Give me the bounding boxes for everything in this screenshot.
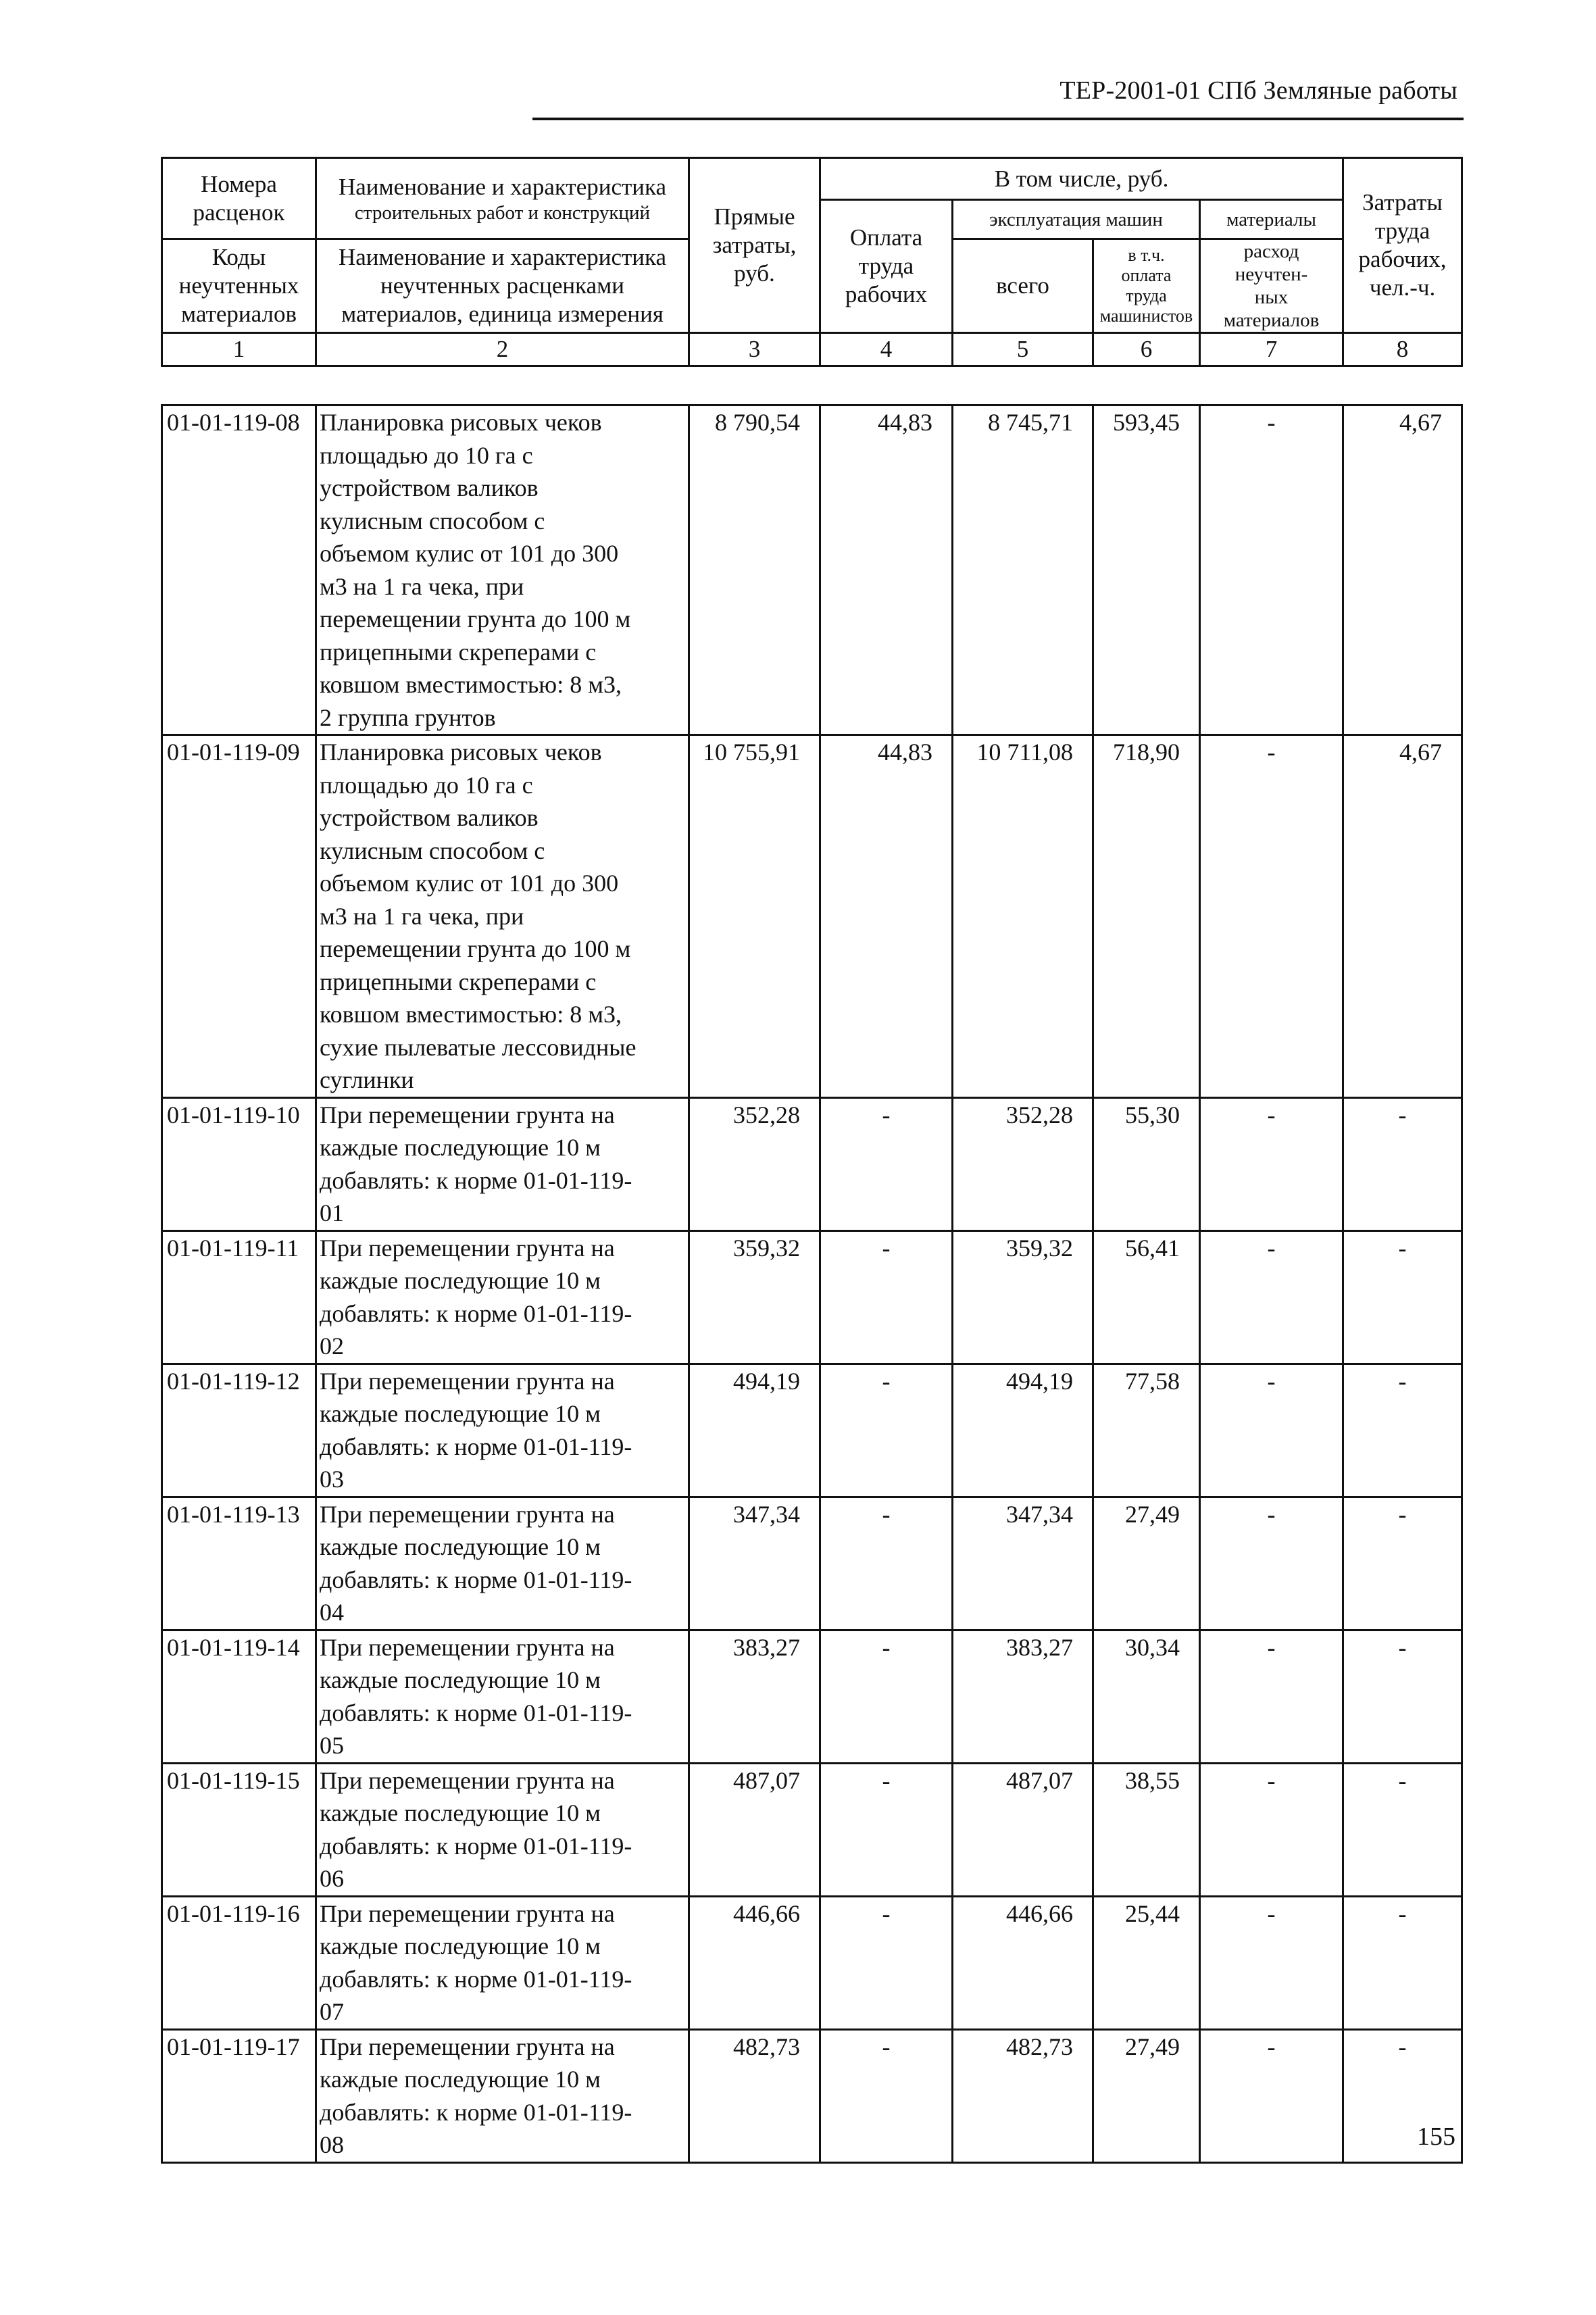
direct-cost: 8 790,54 [689, 405, 820, 735]
labor-hours: - [1343, 1763, 1462, 1896]
labor-cost: - [820, 1097, 953, 1230]
col-2-header-top: Наименование и характеристика строительных работ и конструкций [316, 158, 689, 239]
labor-hours: - [1343, 2029, 1462, 2162]
material-consumption: - [1200, 1230, 1343, 1364]
operator-wage: 77,58 [1093, 1364, 1200, 1497]
direct-cost: 352,28 [689, 1097, 820, 1230]
rate-code: 01-01-119-12 [162, 1364, 316, 1497]
labor-hours: 4,67 [1343, 735, 1462, 1098]
direct-cost: 487,07 [689, 1763, 820, 1896]
col-number: 2 [316, 333, 689, 366]
operator-wage: 56,41 [1093, 1230, 1200, 1364]
machines-header: эксплуатация машин [953, 200, 1200, 239]
rate-code: 01-01-119-09 [162, 735, 316, 1098]
table-row [162, 2029, 1462, 2162]
table-row [162, 405, 1462, 735]
labor-cost: - [820, 1630, 953, 1763]
work-description: При перемещении грунта на каждые последующие 10 м добавлять: к норме 01-01-119- 03 [316, 1364, 689, 1497]
material-consumption: - [1200, 735, 1343, 1098]
col-number: 5 [953, 333, 1093, 366]
col-number: 3 [689, 333, 820, 366]
work-description: Планировка рисовых чеков площадью до 10 га с устройством валиков кулисным способом с объемом кулис от 101 до 300 м3 на 1 га чека, при перемещении грунта до 100 м прицепными скреперами с ковшом вместимостью: 8 м3, сухие пылеватые лессовидные суглинки [316, 735, 689, 1098]
operator-wage: 38,55 [1093, 1763, 1200, 1896]
work-description: При перемещении грунта на каждые последующие 10 м добавлять: к норме 01-01-119- 01 [316, 1097, 689, 1230]
table-row [162, 1364, 1462, 1497]
rate-code: 01-01-119-17 [162, 2029, 316, 2162]
col-1-header-bottom: Коды неучтенных материалов [162, 239, 316, 333]
col-6-header: в т.ч. оплата труда машинистов [1093, 239, 1200, 333]
material-consumption: - [1200, 1097, 1343, 1230]
labor-hours: - [1343, 1230, 1462, 1364]
direct-cost: 359,32 [689, 1230, 820, 1364]
material-consumption: - [1200, 1896, 1343, 2029]
col-4-header: Оплата труда рабочих [820, 200, 953, 333]
machine-cost: 10 711,08 [953, 735, 1093, 1098]
col-number: 4 [820, 333, 953, 366]
running-title: ТЕР-2001-01 СПб Земляные работы [1059, 76, 1457, 105]
labor-cost: - [820, 1497, 953, 1630]
labor-hours: 4,67 [1343, 405, 1462, 735]
direct-cost: 383,27 [689, 1630, 820, 1763]
col-7-header: расход неучтен- ных материалов [1200, 239, 1343, 333]
machine-cost: 482,73 [953, 2029, 1093, 2162]
material-consumption: - [1200, 2029, 1343, 2162]
col-1-header-top: Номера расценок [162, 158, 316, 239]
labor-cost: - [820, 1230, 953, 1364]
work-description: При перемещении грунта на каждые последующие 10 м добавлять: к норме 01-01-119- 05 [316, 1630, 689, 1763]
labor-hours: - [1343, 1630, 1462, 1763]
machine-cost: 347,34 [953, 1497, 1093, 1630]
rate-code: 01-01-119-16 [162, 1896, 316, 2029]
labor-cost: 44,83 [820, 405, 953, 735]
rates-table [161, 404, 1463, 2164]
table-row [162, 1896, 1462, 2029]
rate-code: 01-01-119-13 [162, 1497, 316, 1630]
col-2-header-bottom: Наименование и характеристика неучтенных расценками материалов, единица измерения [316, 239, 689, 333]
page-number: 155 [1417, 2122, 1455, 2151]
labor-hours: - [1343, 1364, 1462, 1497]
operator-wage: 27,49 [1093, 1497, 1200, 1630]
operator-wage: 27,49 [1093, 2029, 1200, 2162]
direct-cost: 494,19 [689, 1364, 820, 1497]
table-row [162, 1097, 1462, 1230]
col-number: 1 [162, 333, 316, 366]
machine-cost: 383,27 [953, 1630, 1093, 1763]
material-consumption: - [1200, 405, 1343, 735]
work-description: При перемещении грунта на каждые последующие 10 м добавлять: к норме 01-01-119- 04 [316, 1497, 689, 1630]
work-description: При перемещении грунта на каждые последующие 10 м добавлять: к норме 01-01-119- 06 [316, 1763, 689, 1896]
labor-cost: - [820, 1763, 953, 1896]
col-number: 7 [1200, 333, 1343, 366]
direct-cost: 347,34 [689, 1497, 820, 1630]
machine-cost: 359,32 [953, 1230, 1093, 1364]
col-3-header: Прямые затраты, руб. [689, 158, 820, 333]
rate-code: 01-01-119-10 [162, 1097, 316, 1230]
labor-cost: - [820, 1364, 953, 1497]
operator-wage: 55,30 [1093, 1097, 1200, 1230]
rate-code: 01-01-119-15 [162, 1763, 316, 1896]
direct-cost: 446,66 [689, 1896, 820, 2029]
machine-cost: 446,66 [953, 1896, 1093, 2029]
work-description: Планировка рисовых чеков площадью до 10 га с устройством валиков кулисным способом с объемом кулис от 101 до 300 м3 на 1 га чека, при перемещении грунта до 100 м прицепными скреперами с ковшом вместимостью: 8 м3, 2 группа грунтов [316, 405, 689, 735]
labor-hours: - [1343, 1497, 1462, 1630]
col-8-header: Затраты труда рабочих, чел.-ч. [1343, 158, 1462, 333]
header-rule [532, 118, 1464, 120]
operator-wage: 718,90 [1093, 735, 1200, 1098]
material-consumption: - [1200, 1630, 1343, 1763]
direct-cost: 10 755,91 [689, 735, 820, 1098]
direct-cost: 482,73 [689, 2029, 820, 2162]
table-row [162, 1497, 1462, 1630]
group-header: В том числе, руб. [820, 158, 1343, 200]
rate-code: 01-01-119-11 [162, 1230, 316, 1364]
labor-cost: - [820, 1896, 953, 2029]
operator-wage: 25,44 [1093, 1896, 1200, 2029]
machine-cost: 494,19 [953, 1364, 1093, 1497]
labor-hours: - [1343, 1896, 1462, 2029]
work-description: При перемещении грунта на каждые последующие 10 м добавлять: к норме 01-01-119- 02 [316, 1230, 689, 1364]
material-consumption: - [1200, 1364, 1343, 1497]
machine-cost: 352,28 [953, 1097, 1093, 1230]
material-consumption: - [1200, 1763, 1343, 1896]
materials-header: материалы [1200, 200, 1343, 239]
work-description: При перемещении грунта на каждые последующие 10 м добавлять: к норме 01-01-119- 08 [316, 2029, 689, 2162]
col-number: 8 [1343, 333, 1462, 366]
table-row [162, 1630, 1462, 1763]
labor-hours: - [1343, 1097, 1462, 1230]
col-number: 6 [1093, 333, 1200, 366]
col-5-header: всего [953, 239, 1093, 333]
operator-wage: 593,45 [1093, 405, 1200, 735]
machine-cost: 8 745,71 [953, 405, 1093, 735]
material-consumption: - [1200, 1497, 1343, 1630]
work-description: При перемещении грунта на каждые последующие 10 м добавлять: к норме 01-01-119- 07 [316, 1896, 689, 2029]
table-row [162, 1230, 1462, 1364]
labor-cost: 44,83 [820, 735, 953, 1098]
table-header [161, 157, 1463, 367]
rate-code: 01-01-119-08 [162, 405, 316, 735]
table-row [162, 735, 1462, 1098]
rate-code: 01-01-119-14 [162, 1630, 316, 1763]
labor-cost: - [820, 2029, 953, 2162]
machine-cost: 487,07 [953, 1763, 1093, 1896]
operator-wage: 30,34 [1093, 1630, 1200, 1763]
table-row [162, 1763, 1462, 1896]
